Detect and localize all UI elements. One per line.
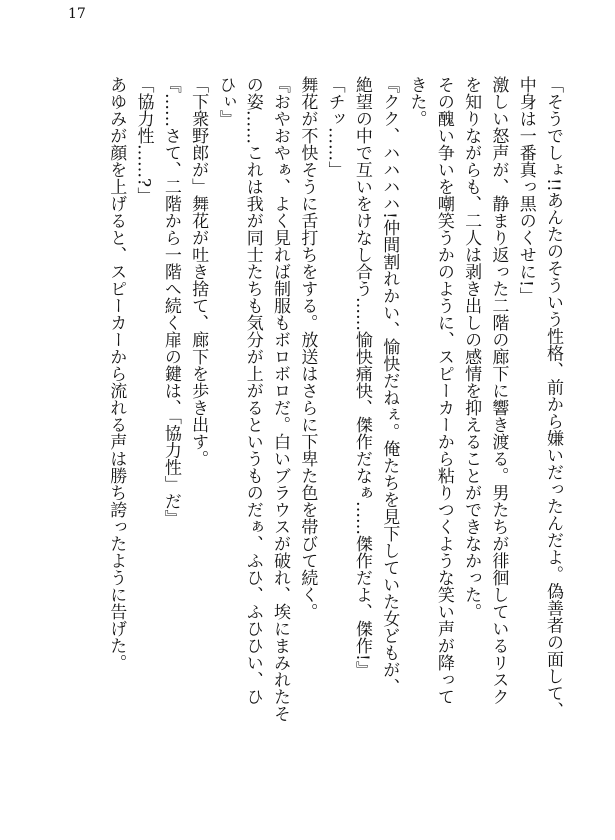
- text-line: 中身は一番真っ黒のくせに!」: [515, 76, 536, 304]
- text-line: 舞花が不快そうに舌打ちをする。放送はさらに下卑た色を帯びて続く。: [297, 76, 318, 620]
- text-line: 「協力性……?」: [133, 76, 154, 205]
- text-line: 「そうでしょ!!あんたのそういう性格、前から嫌いだったんだよ。偽善者の面して、: [543, 76, 563, 719]
- text-line: 『クク、ハハハハ!仲間割れかい、愉快だねぇ。俺たちを見下していた女どもが、: [379, 76, 400, 695]
- text-line: ひぃ』: [215, 76, 236, 127]
- page-number: 17: [68, 6, 86, 22]
- text-line: 「下衆野郎が」舞花が吐き捨て、廊下を歩き出す。: [188, 76, 209, 467]
- text-line: を知りながらも、二人は剥き出しの感情を抑えることができなかった。: [461, 76, 482, 620]
- body-text: [30, 76, 566, 796]
- text-line: あゆみが顔を上げると、スピーカーから流れる声は勝ち誇ったように告げた。: [106, 76, 127, 671]
- text-line: 『おやおやぁ、よく見れば制服もボロボロだ。白いブラウスが破れ、埃にまみれたそ: [270, 76, 291, 722]
- text-line: 『……さて、二階から一階へ続く扉の鍵は、「協力性」だ』: [160, 76, 181, 527]
- text-line: 絶望の中で互いをけなし合う……愉快痛快、傑作だなぁ……傑作だよ、傑作!』: [351, 76, 372, 678]
- text-line: 激しい怒声が、静まり返った二階の廊下に響き渡る。男たちが徘徊しているリスク: [488, 76, 509, 705]
- text-line: 「チッ……」: [324, 76, 345, 178]
- text-line: その醜い争いを嘲笑うかのように、スピーカーから粘りつくような笑い声が降って: [433, 76, 454, 705]
- text-line: の姿……これは我が同士たちも気分が上がるというものだぁ、ふひ、ふひひい、ひ: [242, 76, 263, 705]
- text-line: きた。: [406, 76, 427, 127]
